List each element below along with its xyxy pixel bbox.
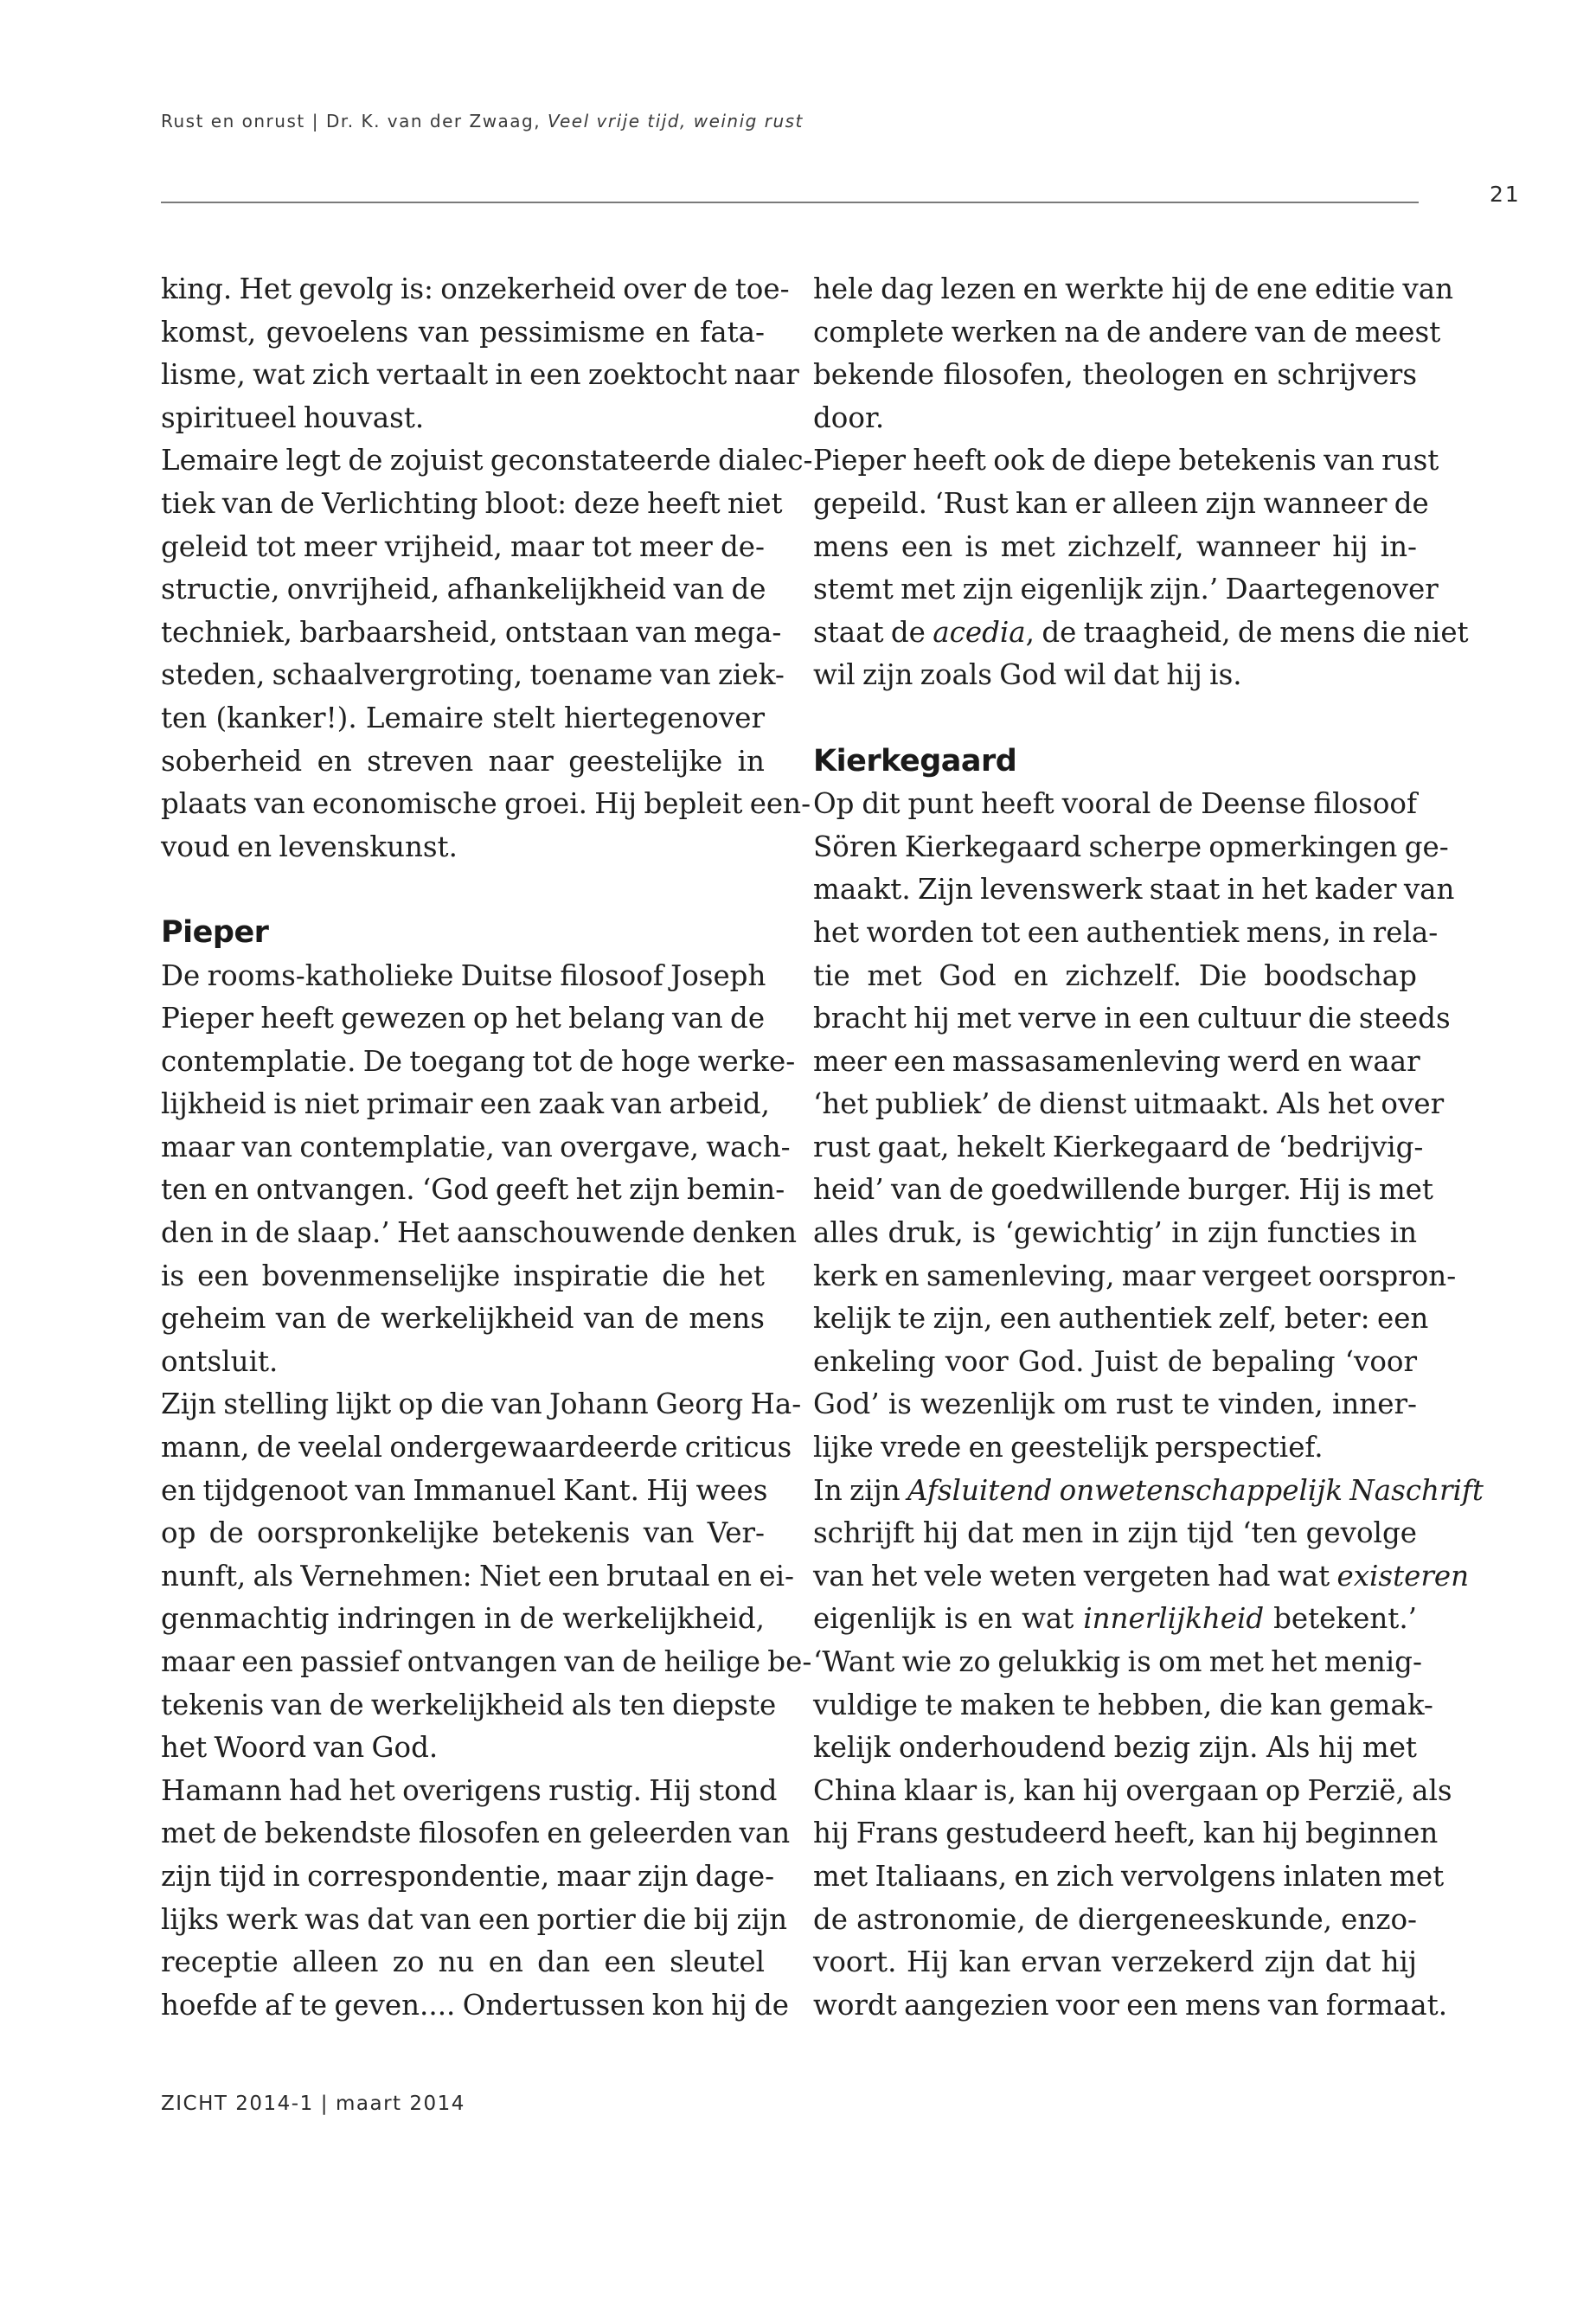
paragraph: [813, 268, 1454, 439]
text-line: de astronomie, de diergeneeskunde, enzo-: [813, 1902, 1417, 1936]
text-line: alles druk, is ‘gewichtig’ in zijn functies in: [813, 1216, 1417, 1250]
text-line: Hamann had het overigens rustig. Hij stond: [161, 1773, 778, 1807]
text-line: kelijk te zijn, een authentiek zelf, beter: een: [813, 1302, 1429, 1336]
text-line: komst, gevoelens van pessimisme en fata-: [161, 315, 765, 349]
text-line: op de oorspronkelijke betekenis van Ver-: [161, 1516, 765, 1550]
paragraph: [161, 268, 799, 439]
text-line: maar een passief ontvangen van de heilige be-: [161, 1645, 812, 1678]
text-line: ten en ontvangen. ‘God geeft het zijn bemin-: [161, 1173, 785, 1207]
text-line: met de bekendste filosofen en geleerden van: [161, 1817, 791, 1850]
text-span: betekent.’: [1264, 1602, 1417, 1636]
footer-separator: |: [320, 2093, 329, 2115]
page-footer: [161, 2093, 465, 2115]
footer-date: maart 2014: [335, 2093, 465, 2115]
section-heading-pieper: Pieper: [161, 914, 269, 950]
text-span: staat de: [813, 615, 933, 649]
text-line: Zijn stelling lijkt op die van Johann Georg Ha-: [161, 1388, 802, 1421]
text-line: receptie alleen zo nu en dan een sleutel: [161, 1945, 765, 1979]
paragraph: [161, 439, 813, 868]
text-line: Lemaire legt de zojuist geconstateerde dialec-: [161, 444, 813, 478]
running-head: [161, 111, 804, 131]
text-line: nunft, als Vernehmen: Niet een brutaal en ei-: [161, 1559, 795, 1593]
text-line: ontsluit.: [161, 1344, 279, 1378]
text-line: vuldige te maken te hebben, die kan gemak-: [813, 1688, 1433, 1721]
text-line: tiek van de Verlichting bloot: deze heeft niet: [161, 486, 783, 520]
section-title: Rust en onrust: [161, 111, 305, 131]
text-line: is een bovenmenselijke inspiratie die het: [161, 1259, 765, 1292]
italic-term: innerlijkheid: [1083, 1602, 1265, 1636]
text-span: In zijn: [813, 1473, 907, 1507]
right-column: [813, 268, 1484, 2027]
text-line: lijks werk was dat van een portier die bij zijn: [161, 1902, 788, 1936]
text-line: het Woord van God.: [161, 1731, 439, 1765]
text-line: hij Frans gestudeerd heeft, kan hij beginnen: [813, 1817, 1439, 1850]
header-separator: |: [311, 111, 319, 131]
text-line: gepeild. ‘Rust kan er alleen zijn wanneer de: [813, 486, 1429, 520]
text-line: mens een is met zichzelf, wanneer hij in-: [813, 529, 1417, 563]
text-line: hele dag lezen en werkte hij de ene editie van: [813, 272, 1454, 305]
text-line: techniek, barbaarsheid, ontstaan van mega-: [161, 615, 782, 649]
text-line: zijn tijd in correspondentie, maar zijn dage-: [161, 1859, 775, 1893]
section-heading-kierkegaard: Kierkegaard: [813, 743, 1017, 779]
text-line: China klaar is, kan hij overgaan op Perzië, als: [813, 1773, 1452, 1807]
text-line: Sören Kierkegaard scherpe opmerkingen ge-: [813, 830, 1449, 863]
text-line: tie met God en zichzelf. Die boodschap: [813, 958, 1417, 992]
text-line: steden, schaalvergroting, toename van ziek-: [161, 658, 785, 692]
text-line: schrijft hij dat men in zijn tijd ‘ten gevolge: [813, 1516, 1417, 1550]
author-name: Dr. K. van der Zwaag,: [325, 111, 542, 131]
text-line: en tijdgenoot van Immanuel Kant. Hij wees: [161, 1473, 768, 1507]
text-line: geleid tot meer vrijheid, maar tot meer de-: [161, 529, 765, 563]
text-line: De rooms-katholieke Duitse filosoof Joseph: [161, 958, 766, 992]
text-line: king. Het gevolg is: onzekerheid over de toe-: [161, 272, 790, 305]
footer-issue: ZICHT 2014-1: [161, 2093, 314, 2115]
text-line: wordt aangezien voor een mens van formaat.: [813, 1988, 1448, 2022]
text-line: hoefde af te geven.... Ondertussen kon hij de: [161, 1988, 789, 2022]
text-line: voud en levenskunst.: [161, 830, 458, 863]
text-line: door.: [813, 401, 885, 434]
text-line: voort. Hij kan ervan verzekerd zijn dat hij: [813, 1945, 1417, 1979]
text-line: ten (kanker!). Lemaire stelt hiertegenover: [161, 701, 765, 734]
text-line: lijke vrede en geestelijk perspectief.: [813, 1431, 1324, 1465]
text-line: ‘Want wie zo gelukkig is om met het menig-: [813, 1645, 1422, 1678]
text-line: lijkheid is niet primair een zaak van arbeid,: [161, 1087, 770, 1121]
italic-book-title: Afsluitend onwetenschappelijk Naschrift: [907, 1473, 1484, 1507]
article-title: Veel vrije tijd, weinig rust: [547, 111, 804, 131]
text-line: mann, de veelal ondergewaardeerde criticus: [161, 1431, 792, 1465]
paragraph: [161, 1770, 791, 2028]
text-line: [813, 612, 1469, 655]
paragraph: [161, 1383, 812, 1769]
text-line: geheim van de werkelijkheid van de mens: [161, 1302, 765, 1336]
paragraph: [813, 783, 1457, 1470]
text-line: maar van contemplatie, van overgave, wach-: [161, 1130, 791, 1163]
text-span: eigenlijk is en wat: [813, 1602, 1084, 1636]
text-line: lisme, wat zich vertaalt in een zoektocht naar: [161, 358, 799, 392]
text-line: Pieper heeft gewezen op het belang van de: [161, 1002, 766, 1035]
text-line: Pieper heeft ook de diepe betekenis van rust: [813, 444, 1439, 478]
text-line: rust gaat, hekelt Kierkegaard de ‘bedrijvig-: [813, 1130, 1424, 1163]
paragraph: [161, 955, 798, 1384]
text-line: genmachtig indringen in de werkelijkheid,: [161, 1602, 765, 1636]
text-span: , de traagheid, de mens die niet: [1025, 615, 1469, 649]
text-line: God’ is wezenlijk om rust te vinden, inner-: [813, 1388, 1417, 1421]
text-line: bekende filosofen, theologen en schrijvers: [813, 358, 1417, 392]
text-line: bracht hij met verve in een cultuur die steeds: [813, 1002, 1451, 1035]
text-line: maakt. Zijn levenswerk staat in het kader van: [813, 873, 1455, 907]
text-line: wil zijn zoals God wil dat hij is.: [813, 658, 1242, 692]
italic-term: existeren: [1336, 1559, 1470, 1593]
text-line: plaats van economische groei. Hij bepleit een-: [161, 787, 811, 821]
text-line: enkeling voor God. Juist de bepaling ‘voor: [813, 1344, 1417, 1378]
text-line: met Italiaans, en zich vervolgens inlaten met: [813, 1859, 1445, 1893]
text-line: structie, onvrijheid, afhankelijkheid van de: [161, 573, 766, 606]
page-number: 21: [1490, 182, 1521, 207]
text-line: soberheid en streven naar geestelijke in: [161, 744, 765, 778]
text-line: kerk en samenleving, maar vergeet oorspron-: [813, 1259, 1457, 1292]
text-line: contemplatie. De toegang tot de hoge werke-: [161, 1044, 796, 1078]
text-line: meer een massasamenleving werd en waar: [813, 1044, 1420, 1078]
text-line: [813, 1470, 1484, 1513]
text-line: kelijk onderhoudend bezig zijn. Als hij met: [813, 1731, 1417, 1765]
text-line: [813, 1598, 1417, 1641]
text-line: complete werken na de andere van de meest: [813, 315, 1441, 349]
paragraph: [813, 1470, 1484, 2028]
text-line: heid’ van de goedwillende burger. Hij is met: [813, 1173, 1433, 1207]
text-line: het worden tot een authentiek mens, in rela-: [813, 915, 1439, 949]
italic-term: acedia: [933, 615, 1026, 649]
paragraph: [813, 439, 1469, 697]
text-line: [813, 1555, 1470, 1599]
left-column: [161, 268, 813, 2027]
text-line: stemt met zijn eigenlijk zijn.’ Daartegenover: [813, 573, 1439, 606]
text-span: van het vele weten vergeten had wat: [813, 1559, 1337, 1593]
text-line: ‘het publiek’ de dienst uitmaakt. Als het over: [813, 1087, 1445, 1121]
text-line: tekenis van de werkelijkheid als ten diepste: [161, 1688, 777, 1721]
text-line: den in de slaap.’ Het aanschouwende denken: [161, 1216, 798, 1250]
text-line: Op dit punt heeft vooral de Deense filosoof: [813, 787, 1417, 821]
text-line: spiritueel houvast.: [161, 401, 425, 434]
header-rule: [161, 202, 1419, 203]
